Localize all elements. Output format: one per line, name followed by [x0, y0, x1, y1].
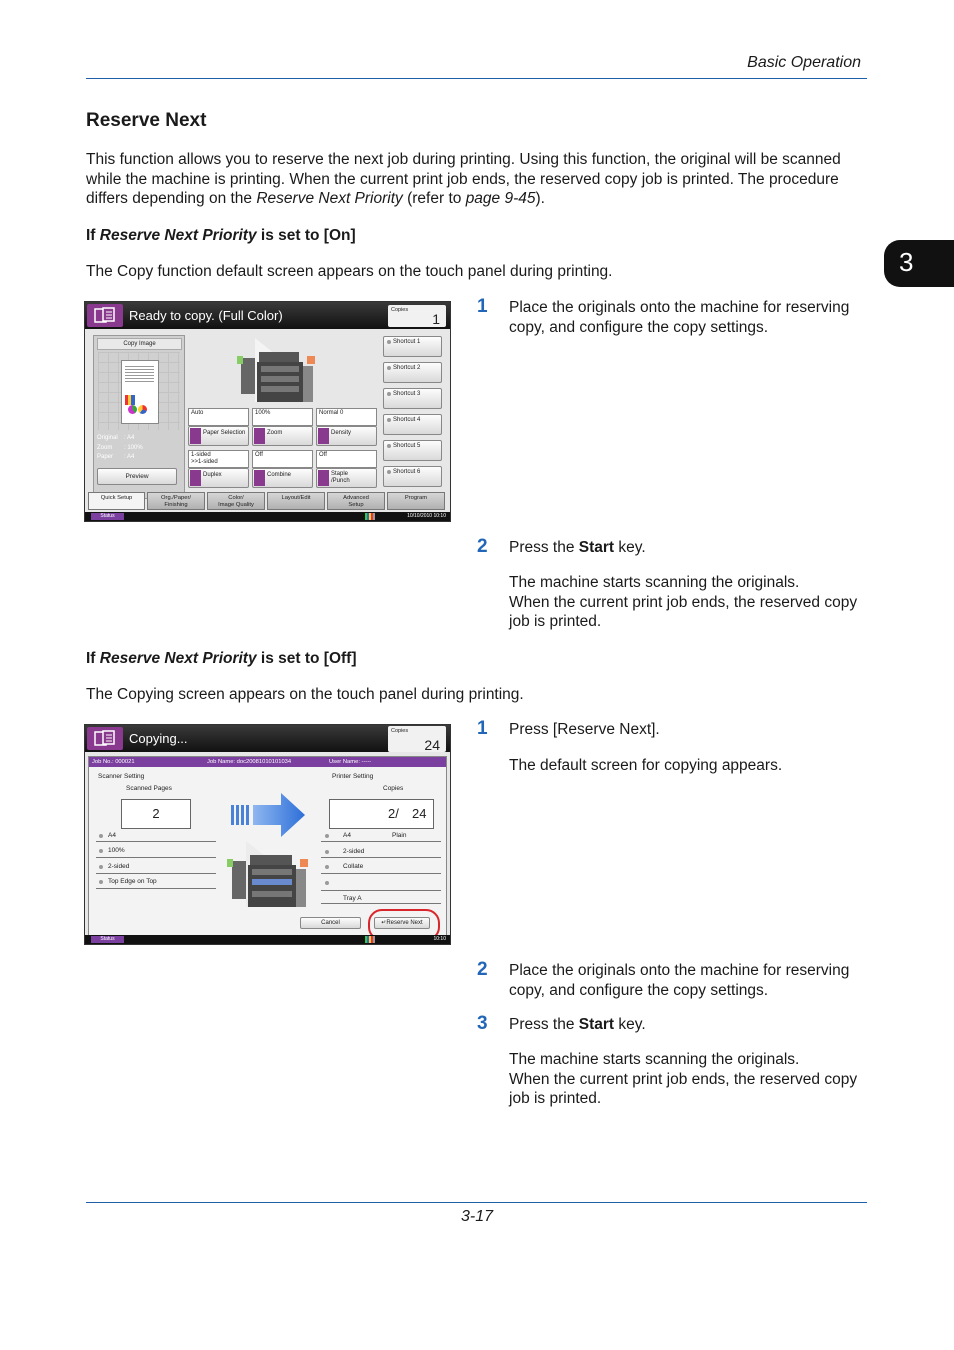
tab-layout-edit[interactable]: Layout/Edit [267, 492, 325, 510]
description-on: The Copy function default screen appears on the touch panel during printing. [86, 263, 613, 280]
step-text: Place the originals onto the machine for reserving copy, and configure the copy settings. [509, 962, 850, 999]
step-text: Press the Start key. [509, 1016, 646, 1033]
step-text: Place the originals onto the machine for reserving copy, and configure the copy settings. [509, 299, 850, 336]
zoom-value: 100% [252, 408, 313, 426]
shortcut-2-button[interactable]: Shortcut 2 [383, 362, 442, 383]
step-detail: The machine starts scanning the originals. When the current print job ends, the reserved copy job is printed. [509, 1051, 858, 1107]
intro-line: differs depending on the Reserve Next Priority (refer to page 9-45). [86, 190, 545, 207]
shortcut-1-button[interactable]: Shortcut 1 [383, 336, 442, 357]
tab-org-paper-finishing[interactable]: Org./Paper/ Finishing [147, 492, 205, 510]
zoom-button[interactable]: Zoom [252, 426, 313, 446]
scan-size-value: A4 [108, 832, 116, 839]
tab-quick-setup[interactable]: Quick Setup [88, 492, 145, 510]
printer-setting-label: Printer Setting [332, 773, 374, 780]
header-rule [86, 78, 867, 79]
description-off: The Copying screen appears on the touch panel during printing. [86, 686, 524, 703]
staple-value: Off [316, 450, 377, 468]
footer-rule [86, 1202, 867, 1203]
machine-illustration [235, 336, 320, 404]
duplex-button[interactable]: Duplex [188, 468, 249, 488]
scan-duplex-value: 2-sided [108, 863, 130, 870]
scanned-pages-label: Scanned Pages [126, 785, 172, 792]
machine-illustration [224, 839, 314, 909]
page-reference-link[interactable]: page 9-45 [465, 190, 536, 207]
subheading-on: If Reserve Next Priority is set to [On] [86, 227, 356, 244]
step-number: 2 [477, 959, 488, 980]
document-thumbnail [121, 360, 159, 424]
scanned-pages-count: 2 [121, 799, 191, 829]
step-detail: The default screen for copying appears. [509, 757, 783, 774]
step-text: Press the Start key. [509, 539, 646, 556]
copies-column-label: Copies [383, 785, 404, 792]
tab-program[interactable]: Program [387, 492, 445, 510]
combine-value: Off [252, 450, 313, 468]
screen-titlebar [85, 302, 450, 329]
screen-title: Ready to copy. (Full Color) [129, 308, 283, 323]
chapter-number: 3 [899, 247, 914, 277]
scan-orientation-value: Top Edge on Top [108, 878, 157, 885]
copy-ready-screen [84, 301, 451, 522]
duplex-value: 1-sided >>1-sided [188, 450, 249, 468]
reserve-next-button[interactable]: ↵Reserve Next [374, 917, 430, 929]
status-bar [85, 935, 450, 944]
scan-zoom-value: 100% [108, 847, 125, 854]
page-number: 3-17 [461, 1208, 494, 1225]
copy-image-label: Copy Image [97, 338, 182, 350]
shortcut-3-button[interactable]: Shortcut 3 [383, 388, 442, 409]
copy-image-panel [93, 335, 185, 499]
status-button[interactable]: Status [91, 513, 124, 520]
running-header: Basic Operation [747, 54, 861, 71]
copy-image-info: Original : A4 Zoom : 100% Paper : A4 [97, 435, 143, 460]
print-size-value: A4 [343, 832, 351, 839]
staple-punch-button[interactable]: Staple /Punch [316, 468, 377, 488]
copy-function-icon [87, 727, 123, 750]
step-number: 1 [477, 718, 488, 739]
density-value: Normal 0 [316, 408, 377, 426]
screen-title: Copying... [129, 731, 188, 746]
combine-button[interactable]: Combine [252, 468, 313, 488]
preview-button[interactable]: Preview [97, 468, 177, 485]
density-button[interactable]: Density [316, 426, 377, 446]
subheading-off: If Reserve Next Priority is set to [Off] [86, 650, 357, 667]
paper-value: Auto [188, 408, 249, 426]
paper-selection-button[interactable]: Paper Selection [188, 426, 249, 446]
print-tray-value: Tray A [343, 895, 362, 902]
intro-line: This function allows you to reserve the next job during printing. Using this function, the original will be scanned [86, 151, 841, 168]
step-detail: The machine starts scanning the originals. When the current print job ends, the reserved copy job is printed. [509, 574, 858, 630]
toner-indicator-icon [365, 936, 375, 943]
step-text: Press [Reserve Next]. [509, 721, 660, 738]
status-datetime: 10/10/2010 10:10 [407, 513, 446, 519]
copies-display: Copies 24 [388, 726, 446, 752]
copy-function-icon [87, 304, 123, 327]
step-number: 3 [477, 1013, 488, 1034]
status-bar [85, 512, 450, 521]
transfer-arrow-icon [231, 793, 305, 837]
cancel-button[interactable]: Cancel [300, 917, 361, 929]
intro-line: while the machine is printing. When the current print job ends, the reserved copy job is printed. The procedure [86, 170, 839, 188]
tab-color-image-quality[interactable]: Color/ Image Quality [207, 492, 265, 510]
status-time: 10:10 [433, 936, 446, 942]
step-number: 2 [477, 536, 488, 557]
print-paper-type-value: Plain [392, 832, 407, 839]
print-duplex-value: 2-sided [343, 848, 365, 855]
job-info-bar: Job No.: 000021 Job Name: doc20081010101034 User Name: ----- [89, 757, 446, 767]
reserve-next-icon: ↵ [381, 920, 387, 926]
intro-paragraph [86, 150, 866, 209]
status-button[interactable]: Status [91, 936, 124, 943]
job-status-panel [88, 756, 447, 938]
copies-count: 24 [424, 737, 440, 753]
copies-display: Copies 1 [388, 305, 446, 327]
screen-titlebar [85, 725, 450, 752]
printed-copies-count: 2/ 24 [329, 799, 434, 829]
copies-count: 1 [432, 311, 440, 327]
chapter-tab [884, 240, 954, 287]
print-collate-value: Collate [343, 863, 364, 870]
shortcut-6-button[interactable]: Shortcut 6 [383, 466, 442, 487]
toner-indicator-icon [365, 513, 375, 520]
scanner-setting-label: Scanner Setting [98, 773, 145, 780]
shortcut-5-button[interactable]: Shortcut 5 [383, 440, 442, 461]
tab-advanced-setup[interactable]: Advanced Setup [327, 492, 385, 510]
step-number: 1 [477, 296, 488, 317]
shortcut-4-button[interactable]: Shortcut 4 [383, 414, 442, 435]
copying-screen [84, 724, 451, 945]
section-title: Reserve Next [86, 110, 207, 131]
